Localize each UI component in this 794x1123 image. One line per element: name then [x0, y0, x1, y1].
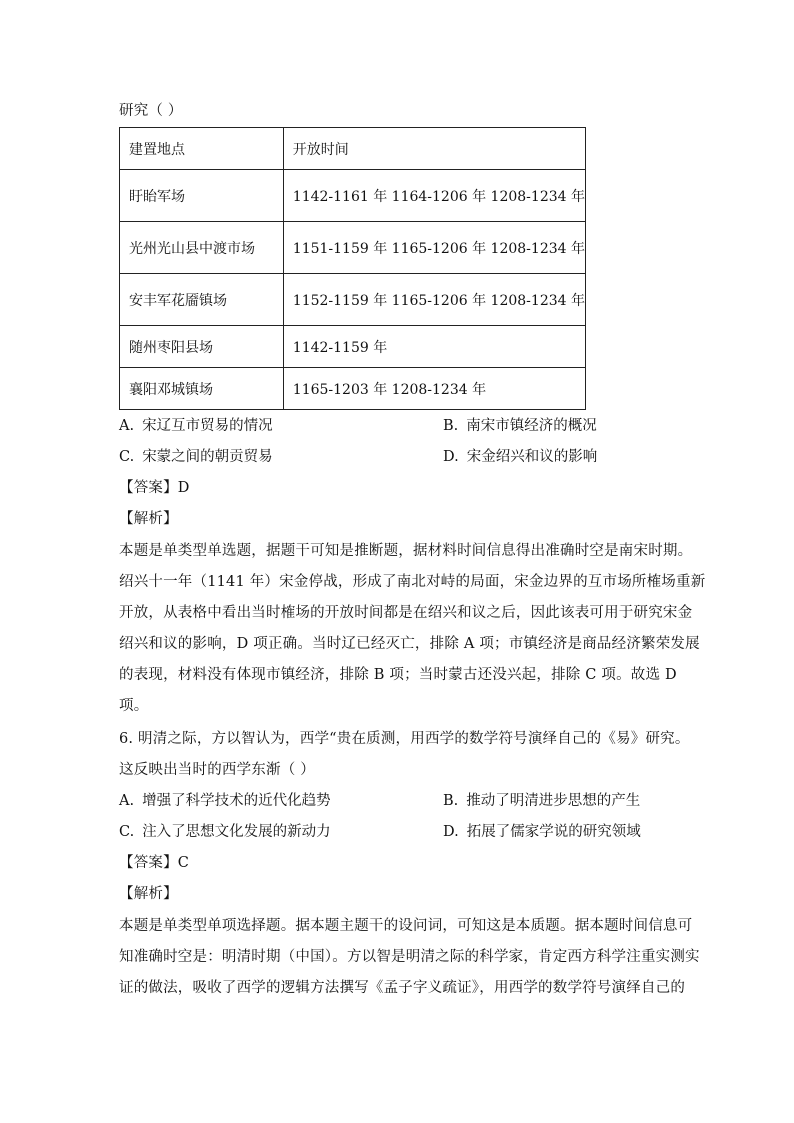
table-row — [120, 170, 586, 222]
q6-option-b: B. 推动了明清进步思想的产生 — [443, 793, 641, 809]
q6-answer: 【答案】C — [119, 855, 190, 871]
q6-analysis-line: 知准确时空是：明清时期（中国）。方以智是明清之际的科学家，肯定西方科学注重实测实 — [119, 949, 700, 965]
q5-option-d: D. 宋金绍兴和议的影响 — [443, 449, 598, 465]
q5-analysis-line: 开放，从表格中看出当时榷场的开放时间都是在绍兴和议之后，因此该表可用于研究宋金 — [119, 605, 693, 621]
q6-option-a: A. 增强了科学技术的近代化趋势 — [119, 793, 331, 809]
q6-analysis-label: 【解析】 — [119, 886, 178, 902]
table-cell: 随州枣阳县场 — [120, 326, 284, 368]
q5-analysis-label: 【解析】 — [119, 511, 178, 527]
q6-option-d: D. 拓展了儒家学说的研究领域 — [443, 824, 641, 840]
q5-analysis-line: 绍兴和议的影响，D 项正确。当时辽已经灭亡，排除 A 项；市镇经济是商品经济繁荣发展 — [119, 636, 700, 652]
table-cell: 光州光山县中渡市场 — [120, 222, 284, 274]
q5-analysis-line: 项。 — [119, 698, 149, 714]
table-cell: 1142-1161 年 1164-1206 年 1208-1234 年 — [283, 170, 585, 222]
q6-stem-line: 6. 明清之际，方以智认为，西学“贵在质测，用西学的数学符号演绎自己的《易》研究。 — [119, 731, 690, 747]
table-cell: 1142-1159 年 — [283, 326, 585, 368]
q6-stem-line: 这反映出当时的西学东渐（ ） — [119, 762, 315, 778]
market-table — [119, 127, 586, 410]
q5-answer: 【答案】D — [119, 480, 190, 496]
table-cell: 1151-1159 年 1165-1206 年 1208-1234 年 — [283, 222, 585, 274]
q6-analysis-line: 本题是单类型单项选择题。据本题主题干的设问词，可知这是本质题。据本题时间信息可 — [119, 918, 693, 934]
table-cell: 1165-1203 年 1208-1234 年 — [283, 368, 585, 410]
q5-analysis-line: 绍兴十一年（1141 年）宋金停战，形成了南北对峙的局面，宋金边界的互市场所榷场重新 — [119, 574, 706, 590]
q5-option-a: A. 宋辽互市贸易的情况 — [119, 418, 273, 434]
q5-analysis-line: 本题是单类型单选题，据题干可知是推断题，据材料时间信息得出准确时空是南宋时期。 — [119, 543, 693, 559]
q5-analysis-line: 的表现，材料没有体现市镇经济，排除 B 项；当时蒙古还没兴起，排除 C 项。故选 D — [119, 667, 677, 683]
table-header-cell: 建置地点 — [120, 128, 284, 170]
table-cell: 安丰军花靥镇场 — [120, 274, 284, 326]
q5-stem-tail: 研究（ ） — [119, 103, 183, 119]
q6-option-c: C. 注入了思想文化发展的新动力 — [119, 824, 331, 840]
table-row — [120, 326, 586, 368]
table-header-row — [120, 128, 586, 170]
table-header-cell: 开放时间 — [283, 128, 585, 170]
table-row — [120, 274, 586, 326]
table-cell: 1152-1159 年 1165-1206 年 1208-1234 年 — [283, 274, 585, 326]
table-row — [120, 368, 586, 410]
q6-analysis-line: 证的做法，吸收了西学的逻辑方法撰写《孟子字义疏证》，用西学的数学符号演绎自己的 — [119, 980, 686, 996]
table-cell: 襄阳邓城镇场 — [120, 368, 284, 410]
table-cell: 盱眙军场 — [120, 170, 284, 222]
table-row — [120, 222, 586, 274]
q5-option-c: C. 宋蒙之间的朝贡贸易 — [119, 449, 273, 465]
q5-option-b: B. 南宋市镇经济的概况 — [443, 418, 597, 434]
